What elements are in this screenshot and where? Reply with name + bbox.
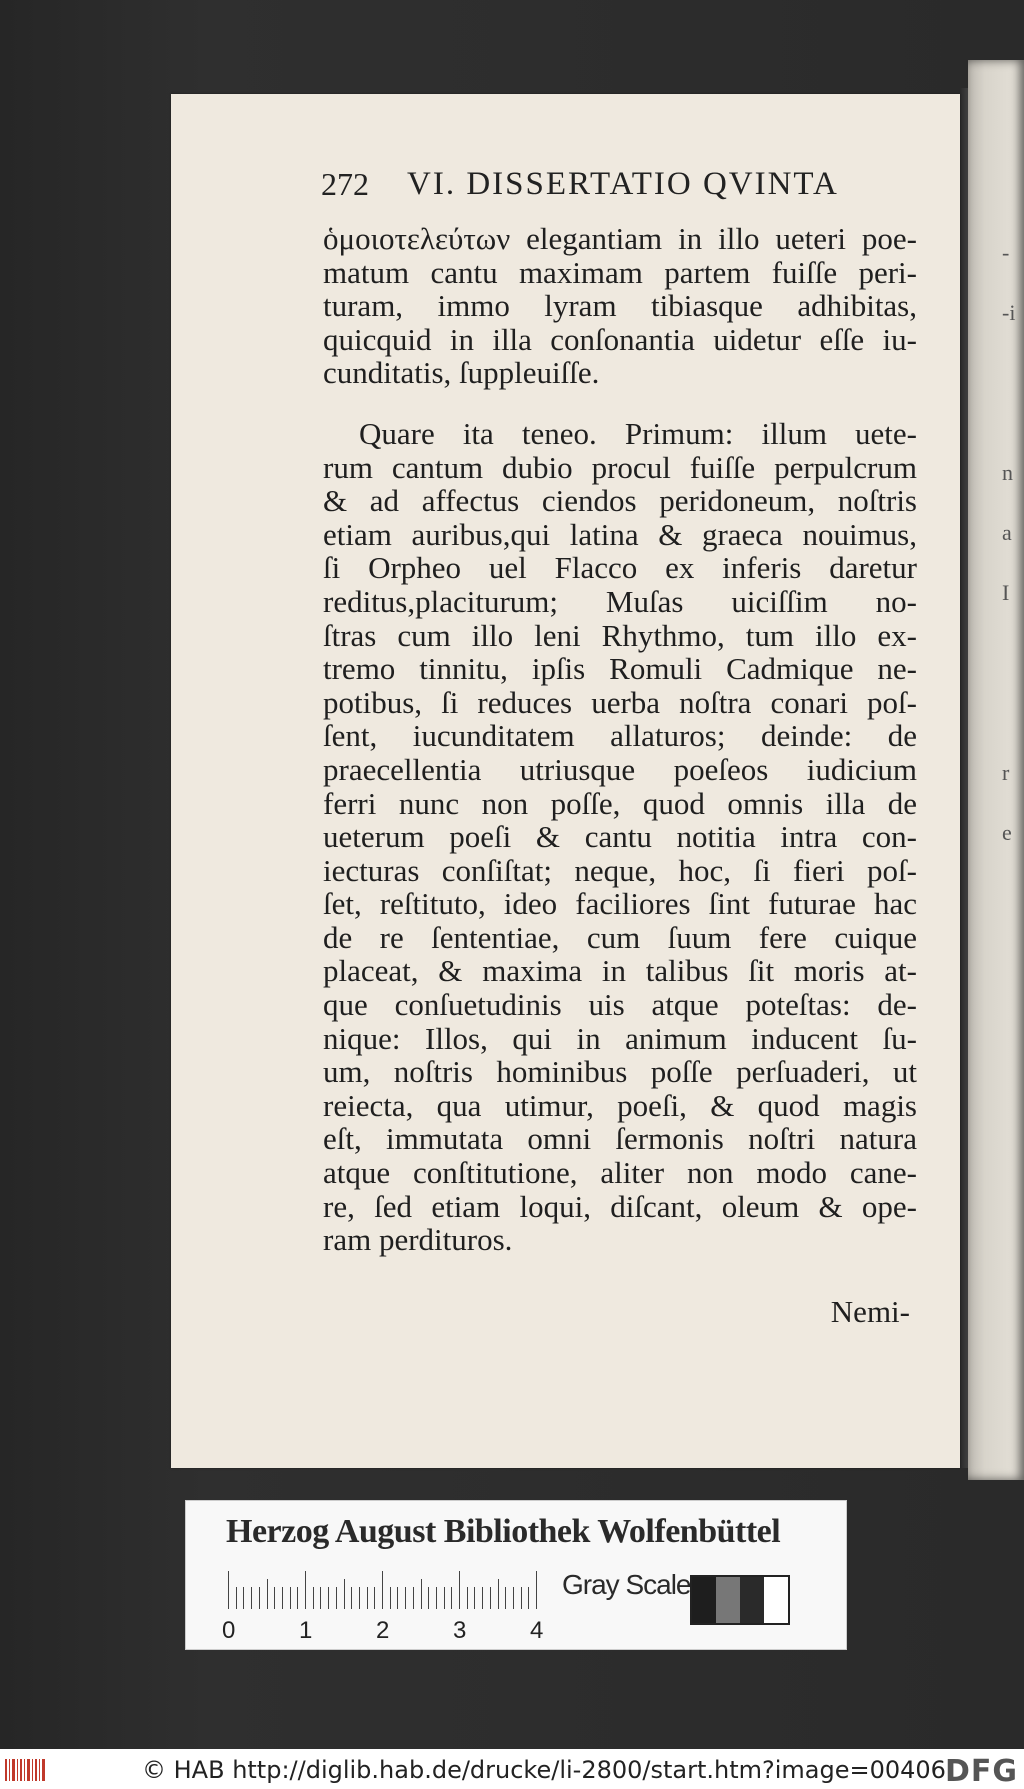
text-line: & ad affectus ciendos peridoneum, noſtris <box>323 483 917 519</box>
ruler-tick <box>290 1587 291 1609</box>
ruler-tick <box>505 1587 506 1609</box>
gray-scale-label: Gray Scale <box>562 1569 691 1600</box>
book-page <box>171 94 960 1468</box>
text-line: ram perdituros. <box>323 1222 513 1258</box>
text-line: quicquid in illa conſonantia uidetur eſſe iu- <box>323 321 917 357</box>
ruler-tick <box>397 1587 398 1609</box>
ruler-tick <box>521 1587 522 1609</box>
text-line: matum cantu maximam partem fuiſſe peri- <box>323 254 917 290</box>
text-line: ſent, iucunditatem allaturos; deinde: de <box>323 718 917 754</box>
paragraph-1 <box>323 222 917 390</box>
gray-swatch <box>764 1577 788 1623</box>
ruler-tick <box>251 1587 252 1609</box>
text-line: eſt, immutata omni ſermonis noſtri natura <box>323 1121 917 1157</box>
text-line: nique: Illos, qui in animum inducent ſu- <box>323 1020 917 1056</box>
catchword: Nemi- <box>830 1294 910 1329</box>
ruler-tick <box>390 1587 391 1609</box>
gray-scale-swatches <box>690 1575 790 1625</box>
ruler-number: 4 <box>530 1617 544 1644</box>
text-line: ὁμοιοτελεύτων elegantiam in illo ueteri poe- <box>323 221 917 256</box>
ruler-tick <box>282 1587 283 1609</box>
text-line: atque conſtitutione, aliter non modo cane- <box>323 1155 917 1191</box>
body-text <box>323 222 917 1257</box>
ruler-tick <box>459 1571 460 1609</box>
text-line: ferri nunc non poſſe, quod omnis illa de <box>323 785 917 821</box>
ruler-tick <box>474 1587 475 1609</box>
ruler-tick <box>490 1587 491 1609</box>
text-line: re, ſed etiam loqui, diſcant, oleum & ope- <box>323 1188 917 1224</box>
ruler-tick <box>328 1587 329 1609</box>
ruler-tick <box>313 1587 314 1609</box>
ruler-tick <box>405 1587 406 1609</box>
ruler-tick <box>498 1579 499 1609</box>
ruler-tick <box>320 1587 321 1609</box>
ruler-tick <box>467 1587 468 1609</box>
text-line: cunditatis, ſuppleuiſſe. <box>323 355 600 391</box>
gray-swatch <box>716 1577 740 1623</box>
ruler-tick <box>444 1587 445 1609</box>
text-line: iecturas conſiſtat; neque, hoc, ſi fieri poſ- <box>323 852 917 888</box>
page-number: 272 <box>321 166 369 202</box>
ruler-tick <box>428 1587 429 1609</box>
ruler-tick <box>482 1587 483 1609</box>
ruler-tick <box>351 1587 352 1609</box>
text-line: que conſuetudinis uis atque poteſtas: de- <box>323 987 917 1023</box>
text-line: de re ſententiae, cum ſuum fere cuique <box>323 919 917 955</box>
page-header <box>321 166 841 210</box>
text-line: potibus, ſi reduces uerba noſtra conari poſ- <box>323 684 917 720</box>
running-head: VI. DISSERTATIO QVINTA <box>407 166 839 202</box>
ruler-tick <box>336 1587 337 1609</box>
ruler-tick <box>413 1587 414 1609</box>
ruler-tick <box>436 1587 437 1609</box>
paragraph-2 <box>323 417 917 1257</box>
ruler-tick <box>243 1587 244 1609</box>
library-name: Herzog August Bibliothek Wolfenbüttel <box>226 1513 781 1550</box>
ruler-tick <box>274 1587 275 1609</box>
ruler-tick <box>536 1571 537 1609</box>
ruler-tick <box>228 1571 229 1609</box>
text-line: um, noſtris hominibus poſſe perſuaderi, ut <box>323 1054 917 1090</box>
ruler-tick <box>421 1579 422 1609</box>
ruler-tick <box>236 1587 237 1609</box>
ruler-number: 0 <box>222 1617 236 1644</box>
ruler-tick <box>359 1587 360 1609</box>
text-line: tremo tinnitu, ipſis Romuli Cadmique ne- <box>323 651 917 687</box>
ruler-tick <box>305 1571 306 1609</box>
ruler-tick <box>382 1571 383 1609</box>
ruler-number: 2 <box>376 1617 390 1644</box>
text-line: reiecta, qua utimur, poeſi, & quod magis <box>323 1087 917 1123</box>
ruler-tick <box>513 1587 514 1609</box>
text-line: ſet, reſtituto, ideo faciliores ſint futurae hac <box>323 886 917 922</box>
ruler-scale <box>228 1571 540 1609</box>
text-line: turam, immo lyram tibiasque adhibitas, <box>323 288 917 324</box>
ruler-tick <box>259 1587 260 1609</box>
ruler-number: 3 <box>453 1617 467 1644</box>
ruler-tick <box>267 1579 268 1609</box>
dfg-logo: DFG <box>944 1754 1018 1789</box>
text-line: ſtras cum illo leni Rhythmo, tum illo ex- <box>323 617 917 653</box>
barcode-icon <box>4 1757 48 1783</box>
ruler-tick <box>451 1587 452 1609</box>
ruler-tick <box>344 1579 345 1609</box>
footer-bar <box>0 1749 1024 1789</box>
ruler-tick <box>374 1587 375 1609</box>
color-calibration-card <box>185 1500 847 1650</box>
text-line: reditus,placiturum; Muſas uiciſſim no- <box>323 583 917 619</box>
text-line: ſi Orpheo uel Flacco ex inferis daretur <box>323 550 917 586</box>
text-line: placeat, & maxima in talibus ſit moris at- <box>323 953 917 989</box>
text-line: praecellentia utriusque poeſeos iudicium <box>323 751 917 787</box>
adjacent-page-edge: - -i n a I r e <box>968 60 1024 1480</box>
copyright-link[interactable]: © HAB http://diglib.hab.de/drucke/li-2800/start.htm?image=00406 <box>142 1756 946 1784</box>
ruler-tick <box>297 1587 298 1609</box>
ruler-tick <box>528 1587 529 1609</box>
text-line: ueterum poeſi & cantu notitia intra con- <box>323 819 917 855</box>
text-line: etiam auribus,qui latina & graeca nouimus, <box>323 516 917 552</box>
text-line: rum cantum dubio procul fuiſſe perpulcrum <box>323 449 917 485</box>
gray-swatch <box>740 1577 764 1623</box>
text-line: Quare ita teneo. Primum: illum uete- <box>359 415 917 451</box>
ruler-number: 1 <box>299 1617 313 1644</box>
ruler-tick <box>367 1587 368 1609</box>
gray-swatch <box>692 1577 716 1623</box>
